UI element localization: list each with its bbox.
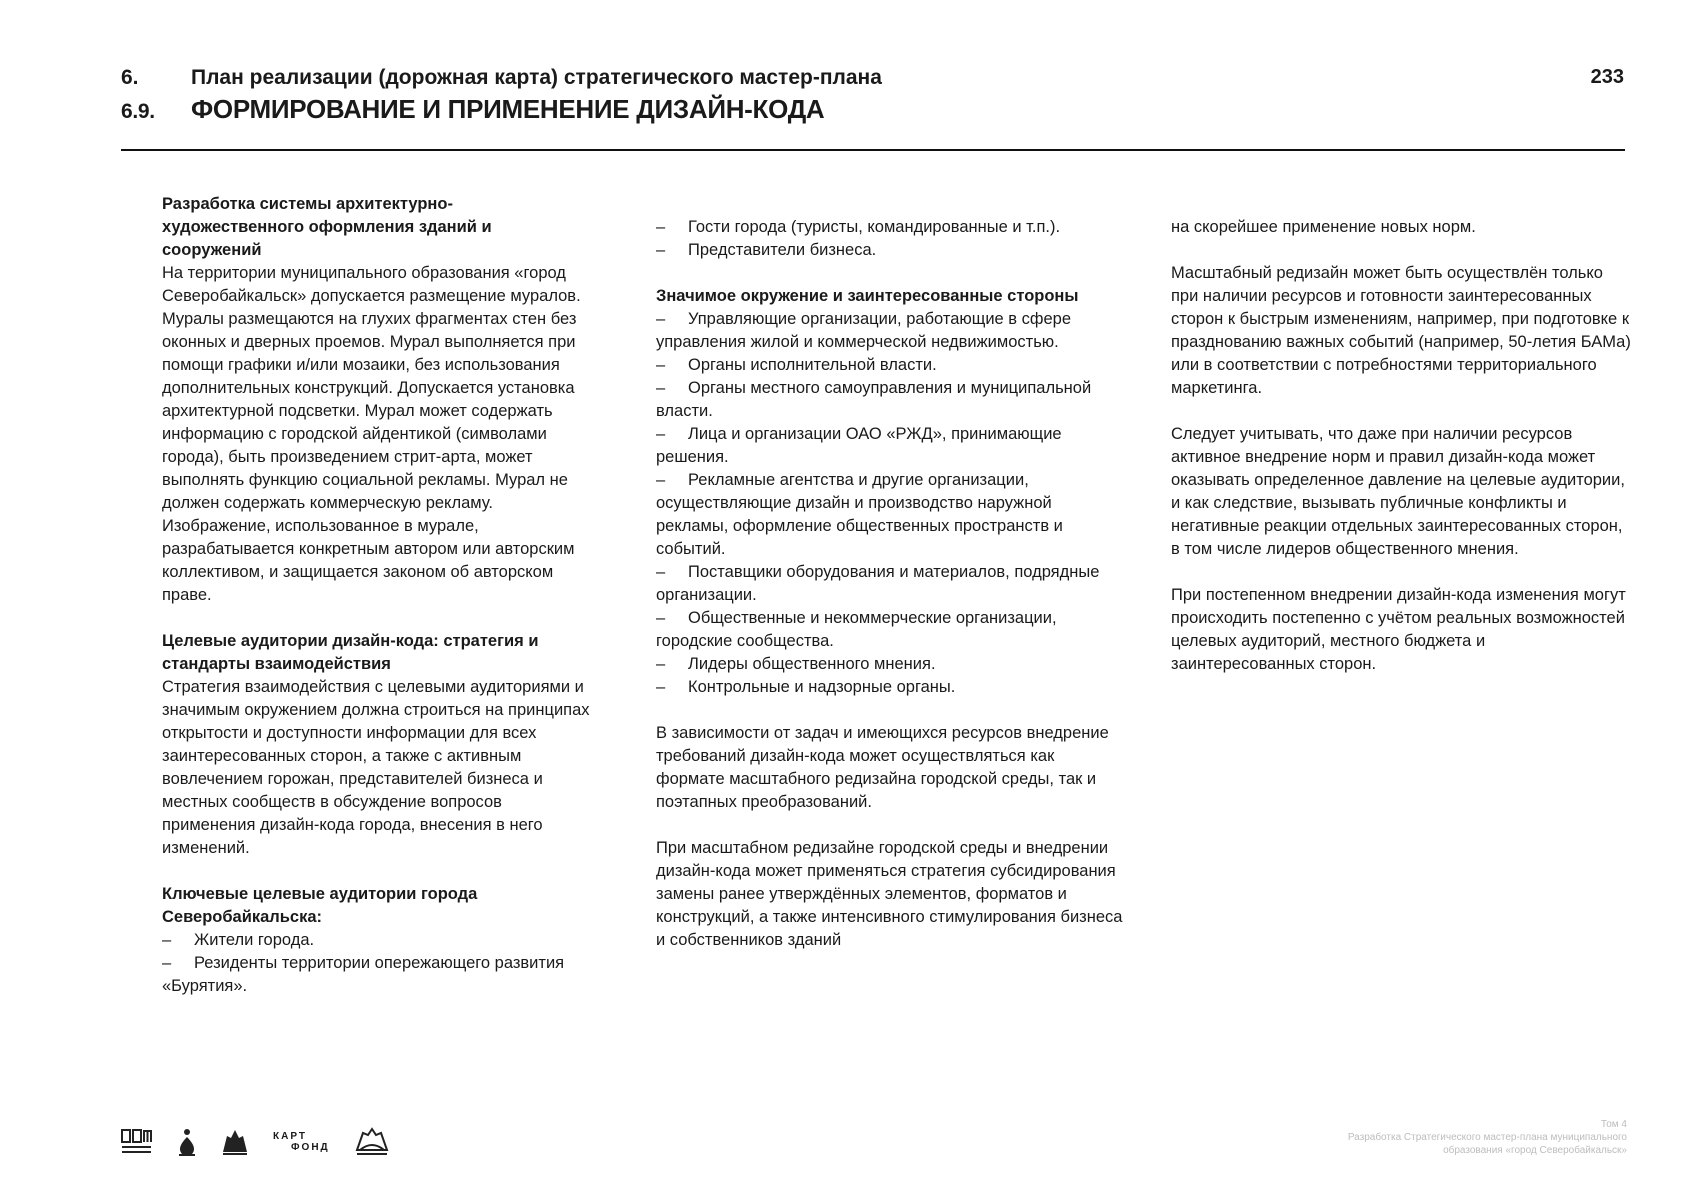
list-dash: – [656, 609, 666, 627]
heading-murals: Разработка системы архитектурно-художественного оформления зданий и сооружений [162, 195, 492, 259]
list-item: – Жители города. [162, 929, 592, 952]
list-dash: – [162, 954, 172, 972]
paragraph-implementation: В зависимости от задач и имеющихся ресурсов внедрение требований дизайн-кода может осуществляться как формате масштабного редизайна городской среды, так и поэтапных преобразований. [656, 724, 1109, 811]
list-dash: – [656, 678, 666, 696]
column-1 [162, 193, 592, 998]
footer-project-line2: образования «город Северобайкальск» [1443, 1145, 1627, 1156]
list-dash: – [656, 425, 666, 443]
list-item: – Общественные и некоммерческие организации, городские сообщества. [656, 609, 1057, 650]
dom-logo-icon [121, 1128, 153, 1156]
list-dash: – [656, 218, 666, 236]
list-item: – Контрольные и надзорные органы. [656, 676, 1126, 699]
paragraph-redesign: При масштабном редизайне городской среды и внедрении дизайн-кода может применяться стратегия субсидирования замены ранее утверждённых элементов, форматов и конструкций, а также интенсивного стимулирования бизнеса и собственников зданий [656, 839, 1123, 949]
section-heading [121, 66, 882, 90]
baikal-emblem-icon [354, 1126, 390, 1158]
list-dash: – [656, 563, 666, 581]
list-item: – Лидеры общественного мнения. [656, 653, 1126, 676]
list-dash: – [656, 471, 666, 489]
paragraph-pressure: Следует учитывать, что даже при наличии ресурсов активное внедрение норм и правил дизайн-кода может оказывать определенное давление на целевые аудитории, и как следствие, вызывать публичные конфликты и негативные реакции отдельных заинтересованных сторон, в том числе лидеров общественного мнения. [1171, 425, 1625, 558]
header-divider [121, 149, 1625, 151]
list-item: – Управляющие организации, работающие в сфере управления жилой и коммерческой недвижимостью. [656, 310, 1072, 351]
footer-volume: Том 4 [1600, 1119, 1627, 1130]
list-item: – Рекламные агентства и другие организации, осуществляющие дизайн и производство наружной рекламы, оформление общественных пространств и событий. [656, 471, 1063, 558]
list-item: – Органы исполнительной власти. [656, 354, 1126, 377]
list-item: – Резиденты территории опережающего развития «Бурятия». [162, 954, 565, 995]
paragraph-continuation: на скорейшее применение новых норм. [1171, 218, 1476, 236]
page-number: 233 [1590, 66, 1624, 88]
section-number: 6. [121, 66, 139, 89]
heading-target-audiences: Целевые аудитории дизайн-кода: стратегия и стандарты взаимодействия [162, 632, 539, 673]
drop-emblem-icon [177, 1127, 197, 1157]
column-3 [1171, 216, 1631, 699]
heading-stakeholders: Значимое окружение и заинтересованные стороны [656, 287, 1079, 305]
list-dash: – [162, 931, 172, 949]
karta-fond-logo [273, 1131, 330, 1153]
list-item: – Представители бизнеса. [656, 239, 1126, 262]
key-audiences-list [162, 929, 592, 998]
paragraph-gradual: При постепенном внедрении дизайн-кода изменения могут происходить постепенно с учётом реальных возможностей целевых аудиторий, местного бюджета и заинтересованных сторон. [1171, 586, 1626, 673]
list-item: – Лица и организации ОАО «РЖД», принимающие решения. [656, 425, 1062, 466]
city-emblem-icon [221, 1128, 249, 1156]
paragraph-large-scale: Масштабный редизайн может быть осуществлён только при наличии ресурсов и готовности заинтересованных сторон к быстрым изменениям, например, при подготовке к празднованию важных событий (например, 50-летия БАМа) или в соответствии с потребностями территориального маркетинга. [1171, 264, 1631, 397]
list-dash: – [656, 655, 666, 673]
list-item: – Органы местного самоуправления и муниципальной власти. [656, 379, 1092, 420]
stakeholders-list [656, 308, 1126, 699]
footer-document-info [1207, 1118, 1627, 1157]
karta-fond-line2: ФОНД [291, 1142, 330, 1153]
list-item: – Гости города (туристы, командированные и т.п.). [656, 216, 1126, 239]
section-title: План реализации (дорожная карта) стратегического мастер-плана [191, 66, 882, 89]
heading-key-audiences: Ключевые целевые аудитории города Северобайкальска: [162, 885, 478, 926]
footer-project-line1: Разработка Стратегического мастер-плана муниципального [1347, 1132, 1627, 1143]
audiences-continued-list [656, 216, 1126, 262]
list-item: – Поставщики оборудования и материалов, подрядные организации. [656, 563, 1100, 604]
list-dash: – [656, 310, 666, 328]
partner-logos [121, 1125, 390, 1159]
subsection-number: 6.9. [121, 100, 155, 123]
list-dash: – [656, 356, 666, 374]
paragraph-strategy: Стратегия взаимодействия с целевыми аудиториями и значимым окружением должна строиться на принципах открытости и доступности информации для всех заинтересованных сторон, а также с активным вовлечением горожан, представителей бизнеса и местных сообществ в обсуждение вопросов применения дизайн-кода города, внесения в него изменений. [162, 678, 590, 857]
paragraph-murals: На территории муниципального образования «город Северобайкальск» допускается размещение муралов. Муралы размещаются на глухих фрагментах стен без оконных и дверных проемов. Мурал выполняется при помощи графики и/или мозаики, без использования дополнительных конструкций. Допускается установка архитектурной подсветки. Мурал может содержать информацию с городской айдентикой (символами города), быть произведением стрит-арта, может выполнять функцию социальной рекламы. Мурал не должен содержать коммерческую рекламу. Изображение, использованное в мурале, разрабатывается конкретным автором или авторским коллективом, и защищается законом об авторском праве. [162, 264, 581, 604]
karta-fond-line1: КАРТ [273, 1131, 307, 1142]
subsection-heading [121, 94, 824, 125]
list-dash: – [656, 241, 666, 259]
subsection-title: ФОРМИРОВАНИЕ И ПРИМЕНЕНИЕ ДИЗАЙН-КОДА [191, 94, 825, 124]
column-2 [656, 216, 1126, 975]
list-dash: – [656, 379, 666, 397]
